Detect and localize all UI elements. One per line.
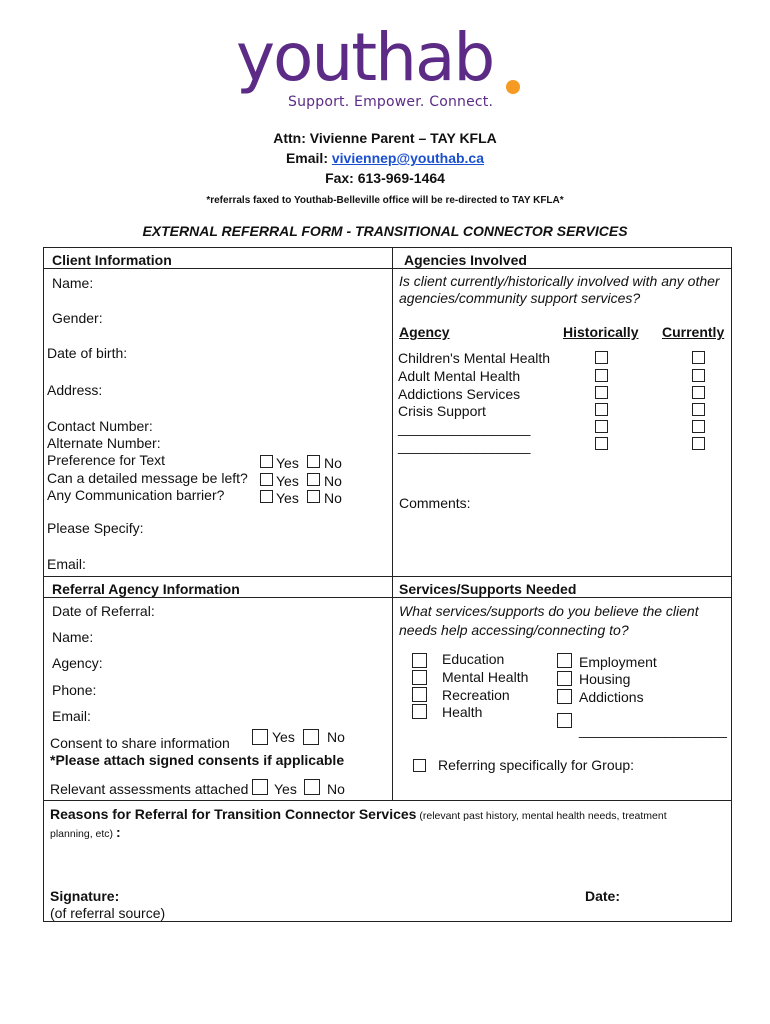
table-border-top bbox=[43, 247, 732, 248]
reasons-line-2-text: planning, etc) bbox=[50, 828, 116, 840]
client-dob-label: Date of birth: bbox=[47, 345, 128, 361]
text-preference-yes-checkbox[interactable] bbox=[260, 455, 273, 468]
other-service-line: ___________________ bbox=[579, 722, 727, 738]
barrier-yes-label: Yes bbox=[276, 490, 299, 506]
reasons-divider bbox=[43, 800, 732, 801]
service-item: Recreation bbox=[442, 687, 510, 703]
crisis-historically-checkbox[interactable] bbox=[595, 403, 608, 416]
reasons-bold-text: Reasons for Referral for Transition Connector Services bbox=[50, 806, 417, 822]
attach-consent-note: *Please attach signed consents if applicable bbox=[50, 752, 345, 768]
email-label: Email: bbox=[285, 150, 332, 166]
assessments-yes-checkbox[interactable] bbox=[252, 779, 268, 795]
client-address-label: Address: bbox=[47, 382, 103, 398]
table-border-left bbox=[43, 247, 44, 922]
agencies-question-2: agencies/community support services? bbox=[399, 290, 641, 306]
consent-label: Consent to share information bbox=[50, 735, 230, 751]
text-preference-no-checkbox[interactable] bbox=[307, 455, 320, 468]
referrer-name-label: Name: bbox=[52, 629, 94, 645]
agency-item: _________________ bbox=[398, 420, 531, 436]
detailed-message-no-checkbox[interactable] bbox=[307, 473, 320, 486]
services-question-1: What services/supports do you believe the client bbox=[399, 603, 699, 619]
education-checkbox[interactable] bbox=[412, 653, 427, 668]
consent-yes-label: Yes bbox=[272, 729, 295, 745]
date-label: Date: bbox=[585, 888, 621, 904]
other1-currently-checkbox[interactable] bbox=[692, 420, 705, 433]
assessments-no-label: No bbox=[327, 781, 345, 797]
addictions-historically-checkbox[interactable] bbox=[595, 386, 608, 399]
logo-word: youthab bbox=[236, 19, 494, 96]
agency-item: Crisis Support bbox=[398, 403, 486, 419]
divider-upper bbox=[392, 247, 393, 577]
services-question-2: needs help accessing/connecting to? bbox=[399, 622, 629, 638]
section-divider bbox=[43, 576, 732, 577]
signature-label: Signature: bbox=[50, 888, 120, 904]
date-of-referral-label: Date of Referral: bbox=[52, 603, 155, 619]
client-gender-label: Gender: bbox=[52, 310, 103, 326]
referral-agency-heading: Referral Agency Information bbox=[52, 581, 240, 597]
recreation-checkbox[interactable] bbox=[412, 687, 427, 702]
client-info-heading: Client Information bbox=[52, 252, 172, 268]
adult-mh-currently-checkbox[interactable] bbox=[692, 369, 705, 382]
text-preference-label: Preference for Text bbox=[47, 452, 166, 468]
employment-checkbox[interactable] bbox=[557, 653, 572, 668]
agency-item: Children's Mental Health bbox=[398, 350, 551, 366]
logo-dot bbox=[506, 80, 520, 94]
reasons-heading bbox=[50, 806, 667, 822]
crisis-currently-checkbox[interactable] bbox=[692, 403, 705, 416]
assessments-yes-label: Yes bbox=[274, 781, 297, 797]
barrier-no-checkbox[interactable] bbox=[307, 490, 320, 503]
assessments-no-checkbox[interactable] bbox=[304, 779, 320, 795]
form-title: EXTERNAL REFERRAL FORM - TRANSITIONAL CONNECTOR SERVICES bbox=[142, 223, 628, 239]
fax-note: *referrals faxed to Youthab-Belleville office will be re-directed to TAY KFLA* bbox=[206, 195, 564, 206]
text-preference-no-label: No bbox=[324, 455, 342, 471]
referral-heading-rule bbox=[43, 597, 393, 598]
detailed-message-no-label: No bbox=[324, 473, 342, 489]
logo-tagline: Support. Empower. Connect. bbox=[288, 94, 494, 110]
logo bbox=[236, 19, 526, 114]
referrer-email-label: Email: bbox=[52, 708, 91, 724]
barrier-no-label: No bbox=[324, 490, 342, 506]
agencies-heading-rule bbox=[392, 268, 732, 269]
email-link[interactable]: viviennep@youthab.ca bbox=[331, 150, 485, 166]
service-item: Employment bbox=[579, 654, 657, 670]
assessments-label: Relevant assessments attached bbox=[50, 781, 249, 797]
referrer-phone-label: Phone: bbox=[52, 682, 97, 698]
agency-item: _________________ bbox=[398, 438, 531, 454]
divider-lower bbox=[392, 576, 393, 801]
housing-checkbox[interactable] bbox=[557, 671, 572, 686]
other-service-checkbox[interactable] bbox=[557, 713, 572, 728]
communication-barrier-label: Any Communication barrier? bbox=[47, 487, 225, 503]
signature-sub-label: (of referral source) bbox=[50, 905, 166, 921]
currently-column-header: Currently bbox=[662, 324, 725, 340]
agency-column-header: Agency bbox=[399, 324, 450, 340]
service-item: Health bbox=[442, 704, 483, 720]
client-name-label: Name: bbox=[52, 275, 94, 291]
agencies-heading: Agencies Involved bbox=[404, 252, 527, 268]
adult-mh-historically-checkbox[interactable] bbox=[595, 369, 608, 382]
group-referral-label: Referring specifically for Group: bbox=[438, 757, 635, 773]
childrens-mh-currently-checkbox[interactable] bbox=[692, 351, 705, 364]
contact-number-label: Contact Number: bbox=[47, 418, 153, 434]
agencies-question-1: Is client currently/historically involved with any other bbox=[399, 273, 720, 289]
service-item: Education bbox=[442, 651, 505, 667]
agency-item: Addictions Services bbox=[398, 386, 521, 402]
other2-historically-checkbox[interactable] bbox=[595, 437, 608, 450]
barrier-yes-checkbox[interactable] bbox=[260, 490, 273, 503]
services-heading: Services/Supports Needed bbox=[399, 581, 577, 597]
email-line bbox=[0, 150, 770, 166]
mental-health-checkbox[interactable] bbox=[412, 670, 427, 685]
attn-line: Attn: Vivienne Parent – TAY KFLA bbox=[273, 130, 497, 146]
please-specify-label: Please Specify: bbox=[47, 520, 144, 536]
other2-currently-checkbox[interactable] bbox=[692, 437, 705, 450]
referrer-agency-label: Agency: bbox=[52, 655, 103, 671]
consent-yes-checkbox[interactable] bbox=[252, 729, 268, 745]
agency-item: Adult Mental Health bbox=[398, 368, 521, 384]
reasons-detail-text: (relevant past history, mental health needs, treatment bbox=[416, 810, 667, 822]
service-item: Mental Health bbox=[442, 669, 529, 685]
addictions-currently-checkbox[interactable] bbox=[692, 386, 705, 399]
reasons-line-2 bbox=[50, 824, 121, 840]
group-referral-checkbox[interactable] bbox=[413, 759, 426, 772]
fax-line: Fax: 613-969-1464 bbox=[325, 170, 445, 186]
alternate-number-label: Alternate Number: bbox=[47, 435, 161, 451]
client-email-label: Email: bbox=[47, 556, 86, 572]
health-checkbox[interactable] bbox=[412, 704, 427, 719]
other1-historically-checkbox[interactable] bbox=[595, 420, 608, 433]
comments-label: Comments: bbox=[399, 495, 471, 511]
childrens-mh-historically-checkbox[interactable] bbox=[595, 351, 608, 364]
service-item: Addictions bbox=[579, 689, 644, 705]
service-item: Housing bbox=[579, 671, 631, 687]
addictions-checkbox[interactable] bbox=[557, 689, 572, 704]
detailed-message-yes-checkbox[interactable] bbox=[260, 473, 273, 486]
client-heading-rule bbox=[43, 268, 393, 269]
detailed-message-label: Can a detailed message be left? bbox=[47, 470, 248, 486]
table-border-right bbox=[731, 247, 732, 922]
services-heading-rule bbox=[392, 597, 732, 598]
consent-no-checkbox[interactable] bbox=[303, 729, 319, 745]
text-preference-yes-label: Yes bbox=[276, 455, 299, 471]
historically-column-header: Historically bbox=[563, 324, 639, 340]
consent-no-label: No bbox=[327, 729, 345, 745]
table-border-bottom bbox=[43, 921, 732, 922]
detailed-message-yes-label: Yes bbox=[276, 473, 299, 489]
reasons-colon: : bbox=[115, 824, 121, 840]
